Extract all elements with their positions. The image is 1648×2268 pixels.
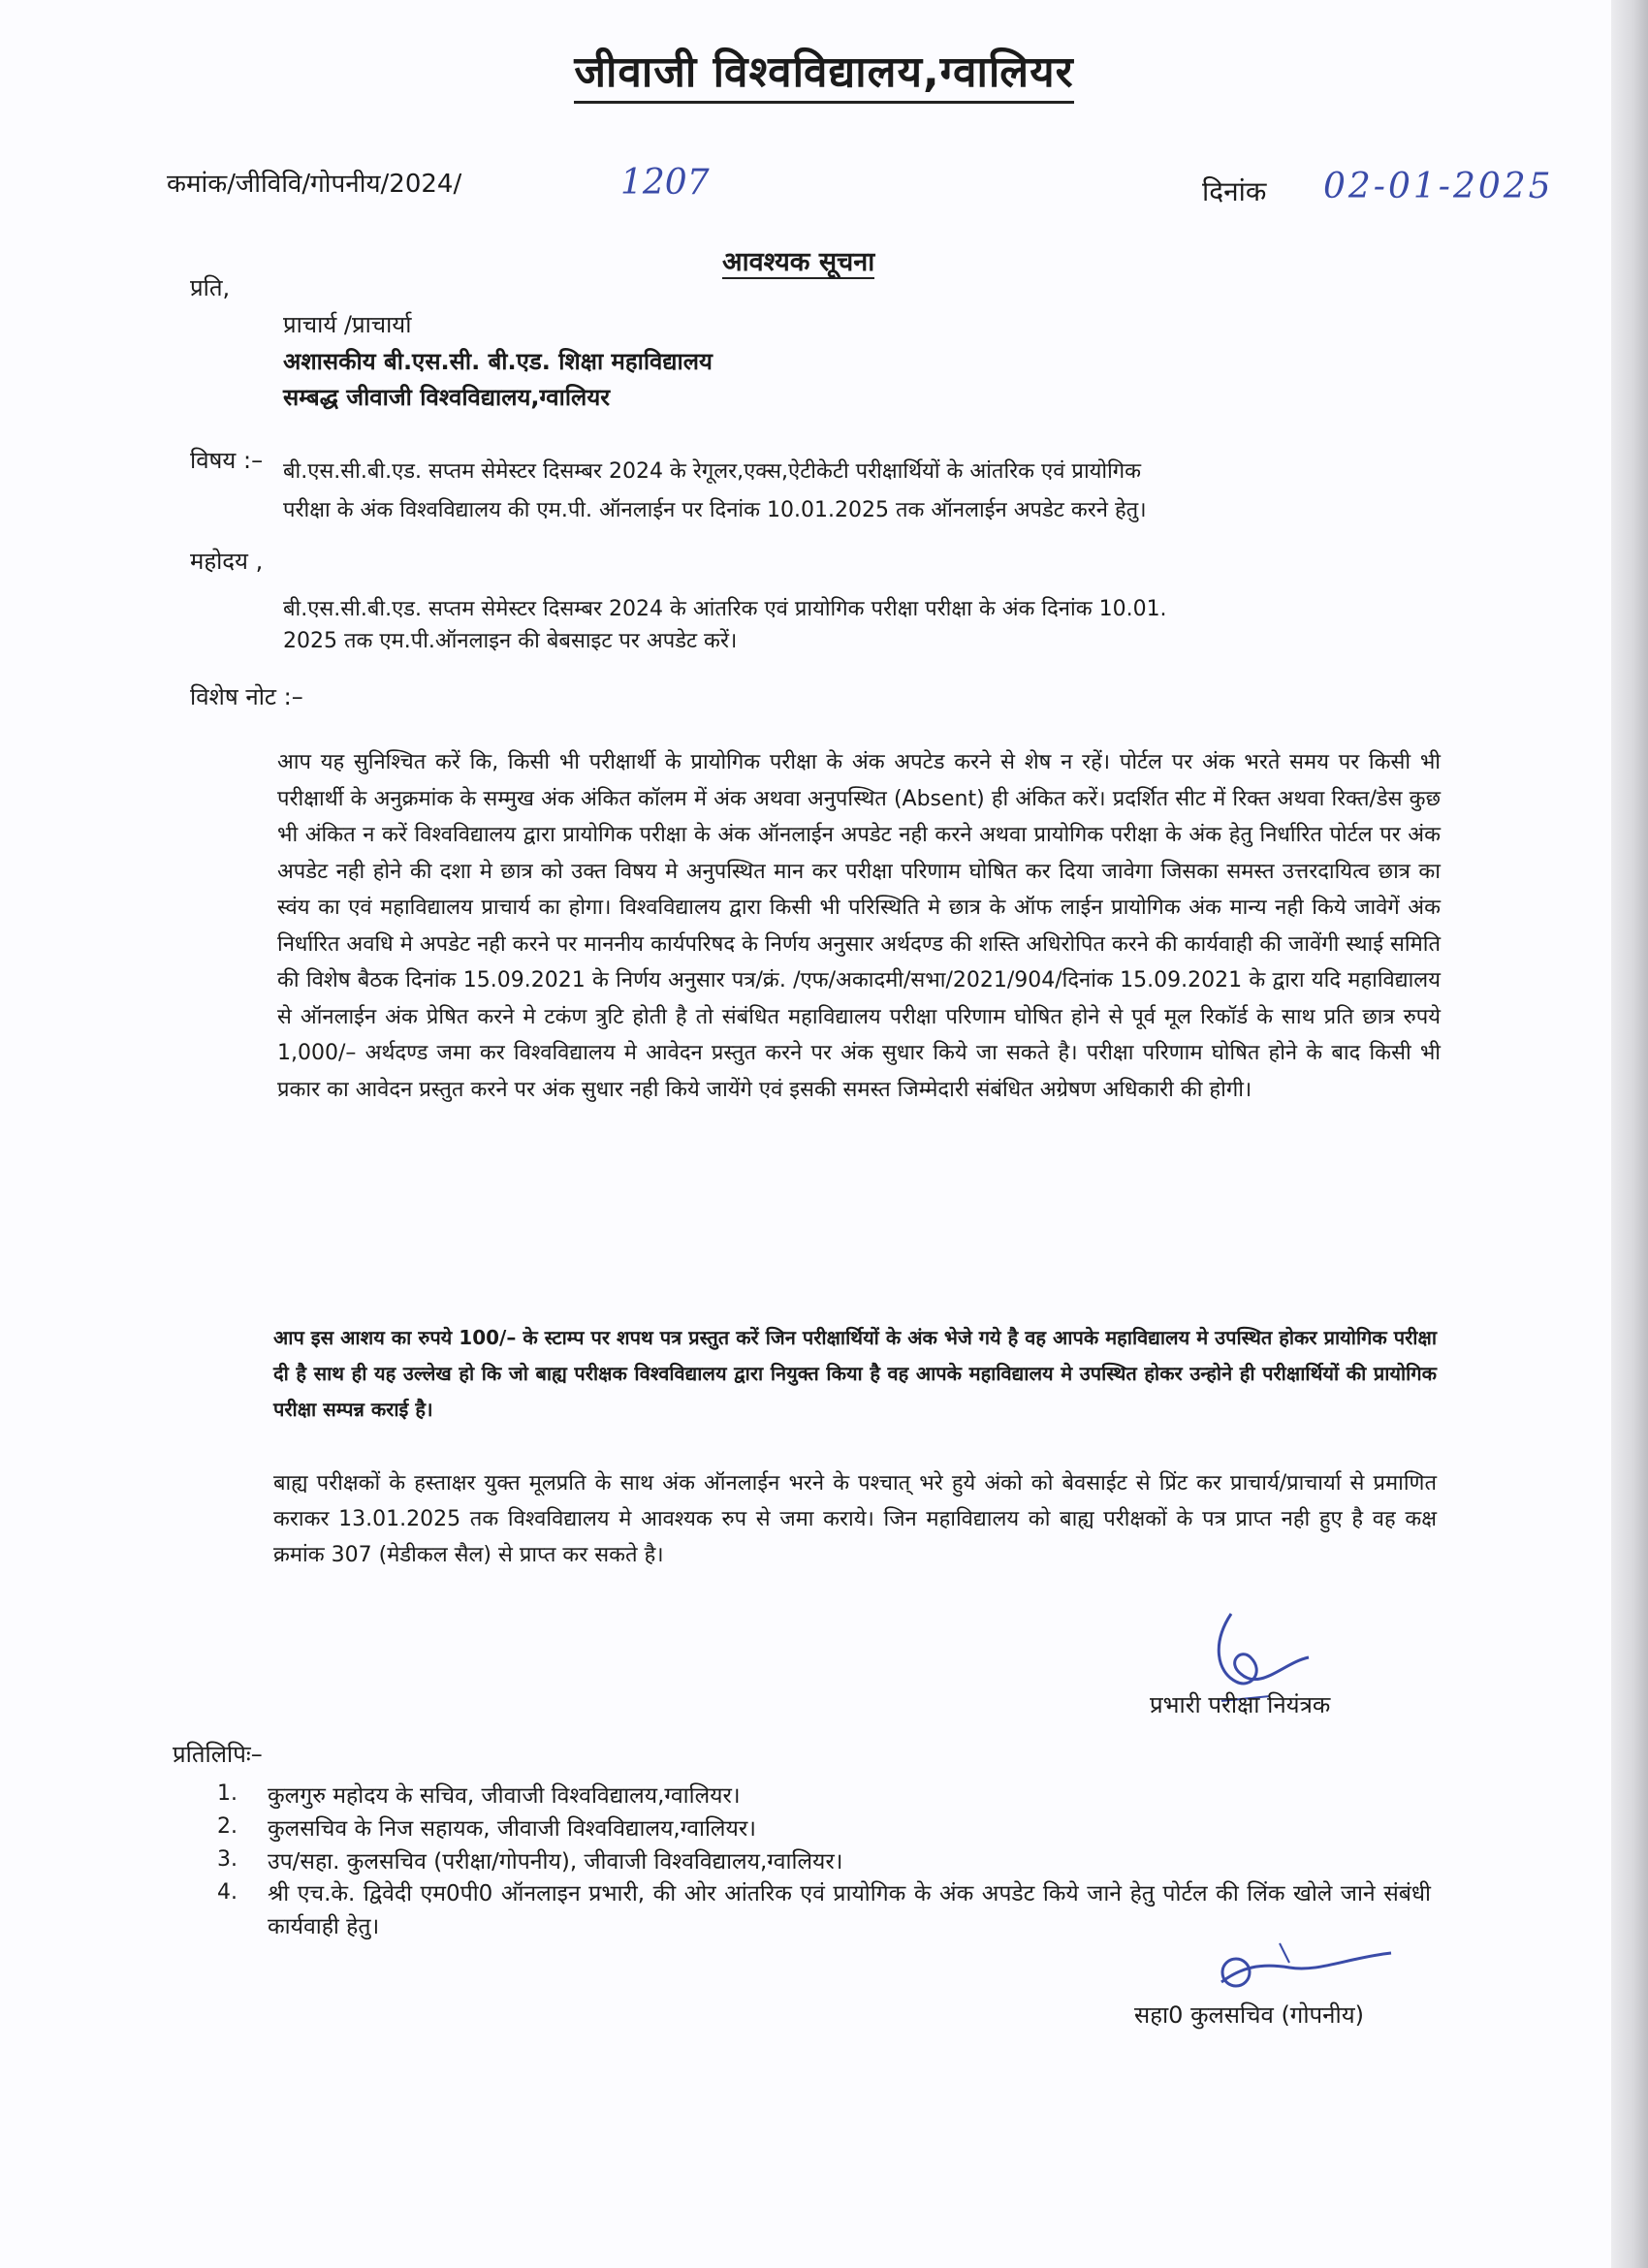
body-line-1: बी.एस.सी.बी.एड. सप्तम सेमेस्टर दिसम्बर 2024 के आंतरिक एवं प्रायोगिक परीक्षा परीक्षा के अंक दिनांक 10.01. (283, 597, 1167, 621)
body-line-2: 2025 तक एम.पी.ऑनलाइन की बेबसाइट पर अपडेट करें। (283, 629, 738, 653)
subject-line-2: परीक्षा के अंक विश्वविद्यालय की एम.पी. ऑनलाईन पर दिनांक 10.01.2025 तक ऑनलाईन अपडेट करने हेतु। (283, 498, 1147, 522)
copy-number: 1. (217, 1781, 238, 1806)
signatory-1: प्रभारी परीक्षा नियंत्रक (1150, 1691, 1331, 1718)
university-title: जीवाजी विश्वविद्यालय,ग्वालियर (0, 41, 1648, 99)
recipient-line-1: प्राचार्य /प्राचार्या (283, 311, 412, 338)
reference-prefix: कमांक/जीविवि/गोपनीय/2024/ (167, 170, 462, 199)
date-value: 02-01-2025 (1323, 167, 1554, 206)
salutation: महोदय , (190, 548, 264, 575)
subject-label: विषय :– (190, 447, 264, 474)
reference-number: 1207 (620, 163, 710, 203)
scan-edge-shadow (1611, 0, 1648, 2268)
special-note-label: विशेष नोट :– (190, 683, 303, 710)
copy-number: 4. (217, 1880, 238, 1905)
copy-item: कुलगुरु महोदय के सचिव, जीवाजी विश्वविद्यालय,ग्वालियर। (268, 1783, 741, 1809)
recipient-line-2: अशासकीय बी.एस.सी. बी.एड. शिक्षा महाविद्यालय (283, 348, 713, 375)
copy-item: श्री एच.के. द्विवेदी एम0पी0 ऑनलाइन प्रभारी, की ओर आंतरिक एवं प्रायोगिक के अंक अपडेट किये जाने हेतु पोर्टल की लिंक खोले जाने संबंधी कार्यवाही हेतु। (268, 1881, 1431, 1939)
recipient-to: प्रति, (190, 274, 231, 301)
date-label: दिनांक (1202, 175, 1267, 207)
special-note-paragraph: आप यह सुनिश्चित करें कि, किसी भी परीक्षार्थी के प्रायोगिक परीक्षा के अंक अपटेड करने से शेष न रहें। पोर्टल पर अंक भरते समय पर किसी भी परीक्षार्थी के अनुक्रमांक के सम्मुख अंक अंकित कॉलम में अंक अथवा अनुपस्थित (Absent) ही अंकित करें। प्रदर्शित सीट में रिक्त अथवा रिक्त/डेस कुछ भी अंकित न करें विश्वविद्यालय द्वारा प्रायोगिक परीक्षा के अंक ऑनलाईन अपडेट नही करने अथवा प्रायोगिक परीक्षा के अंक हेतु निर्धारित पोर्टल पर अंक अपडेट नही होने की दशा मे छात्र को उक्त विषय मे अनुपस्थित मान कर परीक्षा परिणाम घोषित कर दिया जावेगा जिसका समस्त उत्तरदायित्व छात्र का स्वंय का एवं महाविद्यालय प्राचार्य का होगा। विश्वविद्यालय द्वारा किसी भी परिस्थिति मे छात्र के ऑफ लाईन प्रायोगिक अंक मान्य नही किये जावेगें अंक निर्धारित अवधि मे अपडेट नही करने पर माननीय कार्यपरिषद के निर्णय अनुसार अर्थदण्ड की शस्ति अधिरोपित करने की कार्यवाही की जावेंगी स्थाई समिति की विशेष बैठक दिनांक 15.09.2021 के निर्णय अनुसार पत्र/क्रं. /एफ/अकादमी/सभा/2021/904/दिनांक 15.09.2021 के द्वारा यदि महाविद्यालय से ऑनलाईन अंक प्रेषित करने मे टकंण त्रुटि होती है तो संबंधित महाविद्यालय परीक्षा परिणाम घोषित होने से पूर्व मूल रिकॉर्ड के साथ प्रति छात्र रुपये 1,000/– अर्थदण्ड जमा कर विश्वविद्यालय मे आवेदन प्रस्तुत करने पर अंक सुधार किये जा सकते है। परीक्षा परिणाम घोषित होने के बाद किसी भी प्रकार का आवेदन प्रस्तुत करने पर अंक सुधार नही किये जायेंगे एवं इसकी समस्त जिम्मेदारी संबंधित अग्रेषण अधिकारी की होगी। (277, 750, 1441, 1102)
recipient-line-3: सम्बद्ध जीवाजी विश्वविद्यालय,ग्वालियर (283, 384, 611, 411)
copy-number: 2. (217, 1814, 238, 1839)
copy-item: कुलसचिव के निज सहायक, जीवाजी विश्वविद्यालय,ग्वालियर। (268, 1816, 756, 1842)
copy-number: 3. (217, 1847, 238, 1872)
affidavit-paragraph: आप इस आशय का रुपये 100/– के स्टाम्प पर शपथ पत्र प्रस्तुत करें जिन परीक्षार्थियों के अंक भेजे गये है वह आपके महाविद्यालय मे उपस्थित होकर प्रायोगिक परीक्षा दी है साथ ही यह उल्लेख हो कि जो बाह्य परीक्षक विश्वविद्यालय द्वारा नियुक्त किया है वह आपके महाविद्यालय मे उपस्थित होकर उन्होने ही परीक्षार्थियों की प्रायोगिक परीक्षा सम्पन्न कराई है। (273, 1326, 1437, 1421)
subject-line-1: बी.एस.सी.बी.एड. सप्तम सेमेस्टर दिसम्बर 2024 के रेगूलर,एक्स,ऐटीकेटी परीक्षार्थियों के आंतरिक एवं प्रायोगिक (283, 459, 1142, 484)
registrar-signature (1202, 1938, 1396, 2006)
external-examiner-paragraph: बाह्य परीक्षकों के हस्ताक्षर युक्त मूलप्रति के साथ अंक ऑनलाईन भरने के पश्चात् भरे हुये अंको को बेवसाईट से प्रिंट कर प्राचार्य/प्राचार्या से प्रमाणित कराकर 13.01.2025 तक विश्वविद्यालय मे आवश्यक रुप से जमा कराये। जिन महाविद्यालय को बाह्य परीक्षकों के पत्र प्राप्त नही हुए है वह कक्ष क्रमांक 307 (मेडीकल सैल) से प्राप्त कर सकते है। (273, 1471, 1437, 1567)
copy-item: उप/सहा. कुलसचिव (परीक्षा/गोपनीय), जीवाजी विश्वविद्यालय,ग्वालियर। (268, 1849, 843, 1874)
copy-label: प्रतिलिपिः– (173, 1741, 263, 1768)
signatory-2: सहा0 कुलसचिव (गोपनीय) (1134, 2001, 1364, 2029)
notice-title: आवश्यक सूचना (722, 247, 875, 277)
